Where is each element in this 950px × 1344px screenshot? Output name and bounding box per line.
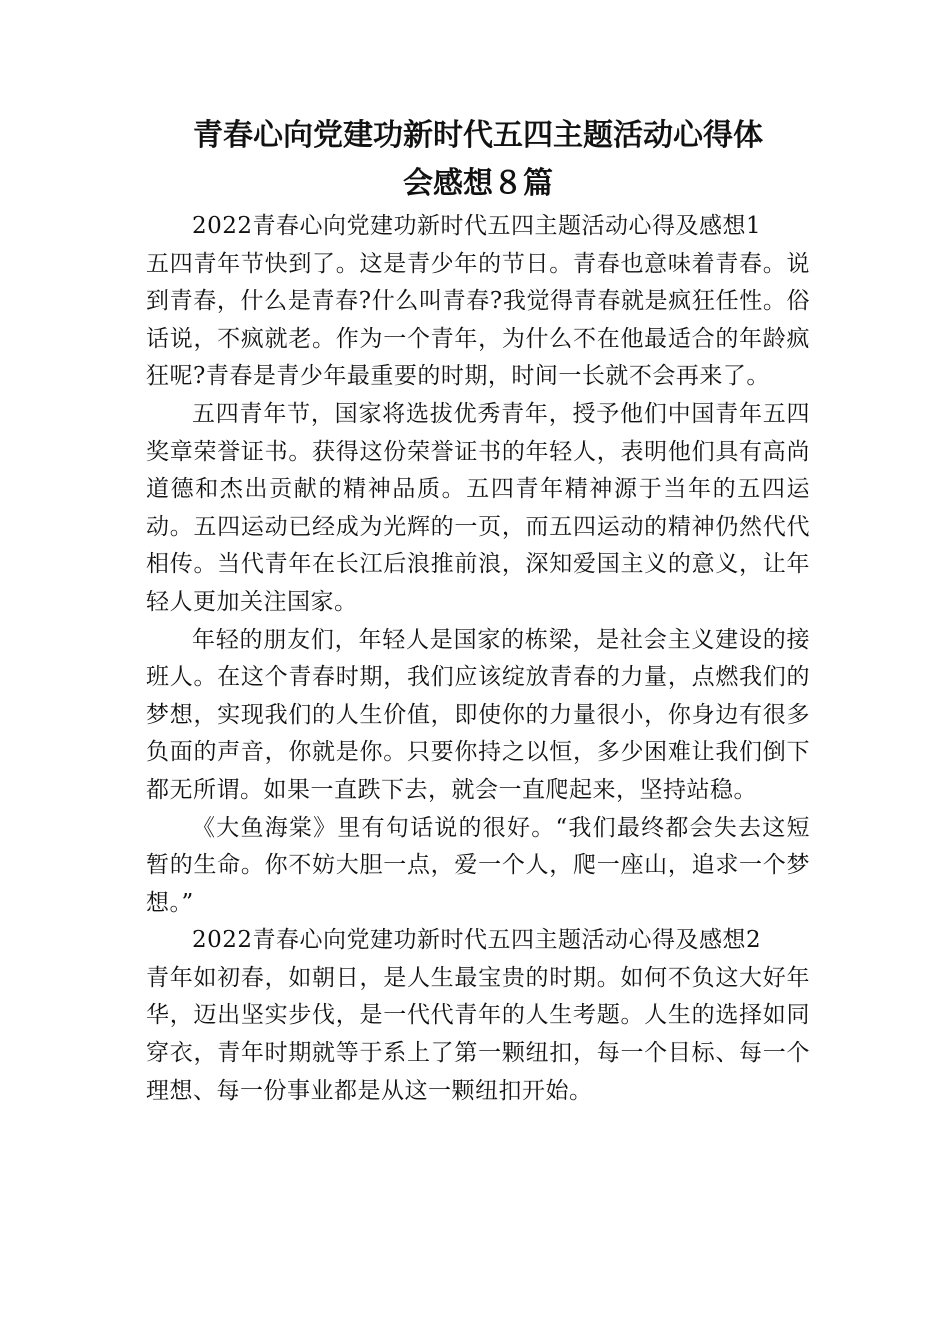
paragraph-2-1: 青年如初春，如朝日，是人生最宝贵的时期。如何不负这大好年华，迈出坚实步伐，是一代代青年的人生考题。人生的选择如同穿衣，青年时期就等于系上了第一颗纽扣，每一个目标、每一个理想、每一份事业都是从这一颗纽扣开始。 [146,964,810,1104]
section-heading-2: 2022青春心向党建功新时代五四主题活动心得及感想2 [192,927,762,954]
paragraph-1-1: 五四青年节快到了。这是青少年的节日。青春也意味着青春。说到青春，什么是青春?什么叫青春?我觉得青春就是疯狂任性。俗话说，不疯就老。作为一个青年，为什么不在他最适合的年龄疯狂呢?青春是青少年最重要的时期，时间一长就不会再来了。 [146,250,810,390]
document-page [146,112,810,1110]
section-heading-1: 2022青春心向党建功新时代五四主题活动心得及感想1 [192,213,762,239]
paragraph-1-2: 五四青年节，国家将选拔优秀青年，授予他们中国青年五四奖章荣誉证书。获得这份荣誉证书的年轻人，表明他们具有高尚道德和杰出贡献的精神品质。五四青年精神源于当年的五四运动。五四运动已经成为光辉的一页，而五四运动的精神仍然代代相传。当代青年在长江后浪推前浪，深知爱国主义的意义，让年轻人更加关注国家。 [146,400,810,615]
title-line-1: 青春心向党建功新时代五四主题活动心得体 [193,118,763,153]
document-body [146,208,810,1110]
paragraph-1-4: 《大鱼海棠》里有句话说的很好。“我们最终都会失去这短暂的生命。你不妨大胆一点，爱一个人，爬一座山，追求一个梦想。” [146,814,810,916]
paragraph-1-3: 年轻的朋友们，年轻人是国家的栋梁，是社会主义建设的接班人。在这个青春时期，我们应该绽放青春的力量，点燃我们的梦想，实现我们的人生价值，即使你的力量很小，你身边有很多负面的声音，你就是你。只要你持之以恒，多少困难让我们倒下都无所谓。如果一直跌下去，就会一直爬起来，坚持站稳。 [146,626,810,803]
title-line-2: 会感想８篇 [403,166,553,201]
document-title [132,112,824,208]
